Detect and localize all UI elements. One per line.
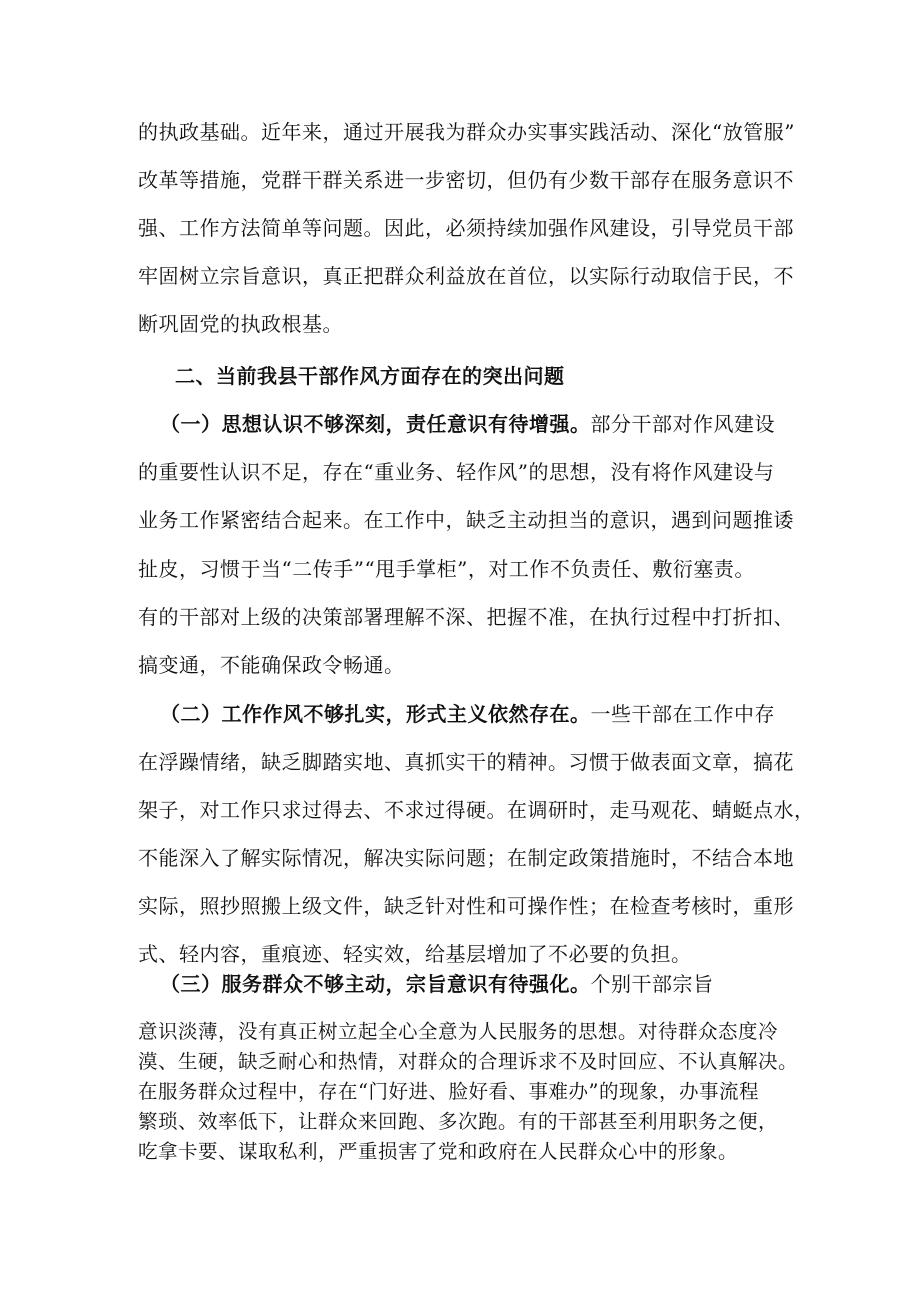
item2-line-3: 架子，对工作只求过得去、不求过得硬。在调研时，走马观花、蜻蜓点水， <box>138 798 815 822</box>
intro-line-4: 牢固树立宗旨意识，真正把群众利益放在首位，以实际行动取信于民，不 <box>138 264 794 288</box>
intro-line-2: 改革等措施，党群干群关系进一步密切，但仍有少数干部存在服务意识不 <box>138 168 794 192</box>
item1-first-line-rest: 部分干部对作风建设 <box>590 412 775 436</box>
item1-line-2: 的重要性认识不足，存在“重业务、轻作风”的思想，没有将作风建设与 <box>138 460 775 484</box>
item1-line-3: 业务工作紧密结合起来。在工作中，缺乏主动担当的意识，遇到问题推诿 <box>138 508 794 532</box>
item3-title: （三）服务群众不够主动，宗旨意识有待强化。 <box>160 972 591 996</box>
item2-line-4: 不能深入了解实际情况，解决实际问题；在制定政策措施时，不结合本地 <box>138 846 794 870</box>
item2-first-line-rest: 一些干部在工作中存 <box>590 702 775 726</box>
intro-line-5: 断巩固党的执政根基。 <box>138 312 343 336</box>
item1-line-6: 搞变通，不能确保政令畅通。 <box>138 653 405 677</box>
item3-line-3: 漠、生硬，缺乏耐心和热情，对群众的合理诉求不及时回应、不认真解决。 <box>138 1050 799 1073</box>
intro-line-1: 的执政基础。近年来，通过开展我为群众办实事实践活动、深化“放管服” <box>138 120 795 144</box>
item2-line-5: 实际，照抄照搬上级文件，缺乏针对性和可操作性；在检查考核时，重形 <box>138 894 794 918</box>
item3-first-line <box>160 970 800 998</box>
item2-title: （二）工作作风不够扎实，形式主义依然存在。 <box>160 702 591 726</box>
item3-line-2: 意识淡薄，没有真正树立起全心全意为人民服务的思想。对待群众态度冷 <box>138 1020 779 1043</box>
item3-line-4: 在服务群众过程中，存在“门好进、脸好看、事难办”的现象，办事流程 <box>138 1080 759 1103</box>
item1-line-5: 有的干部对上级的决策部署理解不深、把握不准，在执行过程中打折扣、 <box>138 605 794 629</box>
section-heading: 二、当前我县干部作风方面存在的突出问题 <box>175 364 565 388</box>
item1-first-line <box>160 410 800 438</box>
item3-line-5: 繁琐、效率低下，让群众来回跑、多次跑。有的干部甚至利用职务之便， <box>138 1110 779 1133</box>
item2-line-6: 式、轻内容，重痕迹、轻实效，给基层增加了不必要的负担。 <box>138 942 692 966</box>
item2-line-2: 在浮躁情绪，缺乏脚踏实地、真抓实干的精神。习惯于做表面文章，搞花 <box>138 750 794 774</box>
item3-line-6: 吃拿卡要、谋取私利，严重损害了党和政府在人民群众心中的形象。 <box>138 1140 739 1163</box>
item1-title: （一）思想认识不够深刻，责任意识有待增强。 <box>160 412 591 436</box>
item3-first-line-rest: 个别干部宗旨 <box>590 972 714 996</box>
intro-line-3: 强、工作方法简单等问题。因此，必须持续加强作风建设，引导党员干部 <box>138 216 794 240</box>
item2-first-line <box>160 700 800 728</box>
item1-line-4: 扯皮，习惯于当“二传手”“甩手掌柜”，对工作不负责任、敷衍塞责。 <box>138 557 755 581</box>
